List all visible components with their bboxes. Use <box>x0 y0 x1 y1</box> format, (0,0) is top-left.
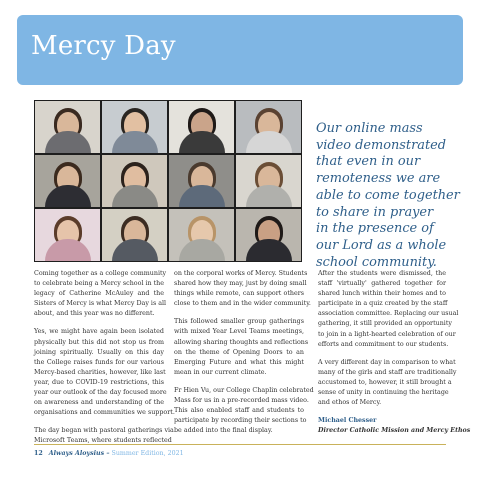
pull-quote-line: that even in our <box>316 154 421 170</box>
text-line: A very different day in comparison to what <box>318 358 456 366</box>
participant-tile <box>102 209 167 261</box>
text-line: Coming together as a college community <box>34 270 167 277</box>
paragraph <box>318 269 459 350</box>
participant-tile <box>102 101 167 153</box>
participant-tile <box>236 101 301 153</box>
participant-tile <box>169 155 234 207</box>
text-line: This also enabled staff and students to <box>174 407 304 415</box>
footer-divider <box>34 444 446 445</box>
text-line: shared how they may, just by doing small <box>174 280 307 288</box>
text-line: Yes, we might have again been isolated <box>34 328 164 336</box>
participant-tile <box>236 209 301 261</box>
text-line: the College raises funds for our various <box>34 358 164 366</box>
pull-quote-line: remoteness we are <box>316 171 441 187</box>
text-line: on the corporal works of Mercy. Students <box>174 270 308 277</box>
text-line: mean in our current climate. <box>174 368 267 376</box>
text-line: close to them and in the wider community. <box>174 300 311 308</box>
text-line: and ethos of Mercy. <box>318 399 382 407</box>
text-line: Microsoft Teams, where students reflected <box>34 437 172 445</box>
paragraph <box>174 317 309 378</box>
pull-quote-line: video demonstrated <box>316 137 447 153</box>
text-line: allowing sharing thoughts and reflections <box>174 338 309 346</box>
text-line: year, due to COVID-19 restrictions, this <box>34 378 164 386</box>
text-line: on the theme of Opening Doors to an <box>174 348 304 356</box>
text-line: staff 'virtually' gathered together for <box>318 280 446 288</box>
article-column-3 <box>318 269 471 436</box>
text-line: gathering, it still provided an opportunity <box>318 320 452 328</box>
text-line: with mixed Year Level Teams meetings, <box>174 328 304 336</box>
participant-tile <box>35 101 100 153</box>
participant-tile <box>35 209 100 261</box>
text-line: Fr Hien Vu, our College Chaplin celebrated <box>174 386 314 394</box>
text-line: organisations and communities we support. <box>34 409 175 417</box>
text-line: legacy of Catherine McAuley and the <box>34 290 164 298</box>
pull-quote-line: able to come together <box>316 187 460 203</box>
text-line: This followed smaller group gatherings <box>174 318 304 326</box>
participant-tile <box>169 209 234 261</box>
text-line: participate by recording their sections to <box>174 417 307 425</box>
text-line: be added into the final display. <box>174 427 273 435</box>
participant-tile <box>236 155 301 207</box>
video-call-photo <box>34 100 302 262</box>
pull-quote-line: school community. <box>316 254 437 270</box>
author-role: Director Catholic Mission and Mercy Ethos <box>318 427 471 435</box>
text-line: efforts and commitment to our students. <box>318 340 449 348</box>
article-column-2 <box>174 269 314 444</box>
page-number: 12 <box>34 450 43 457</box>
header-banner <box>17 15 463 85</box>
publication-name: Always Aloysius – <box>48 450 110 457</box>
participant-tile <box>102 155 167 207</box>
pull-quote-line: in the presence of <box>316 221 434 237</box>
pull-quote-line: Our online mass <box>316 121 423 136</box>
edition-label: Summer Edition, 2021 <box>111 450 184 457</box>
text-line: After the students were dismissed, the <box>318 270 446 277</box>
text-line: physically but this did not stop us from <box>34 338 164 346</box>
text-line: about, and this year was no different. <box>34 310 155 318</box>
text-line: to join in a light-hearted celebration of our <box>318 330 456 338</box>
article-column-1 <box>34 269 175 455</box>
paragraph <box>174 269 311 309</box>
text-line: accustomed to, however, it still brought a <box>318 378 452 386</box>
paragraph <box>318 358 457 408</box>
text-line: The day began with pastoral gatherings via <box>34 427 174 435</box>
pull-quote <box>316 121 466 271</box>
paragraph <box>34 327 175 418</box>
text-line: Sisters of Mercy is what Mercy Day is all <box>34 300 167 308</box>
pull-quote-line: our Lord as a whole <box>316 237 447 253</box>
text-line: joining spiritually. Usually on this day <box>34 348 164 356</box>
text-line: sense of unity in continuing the heritage <box>318 389 449 397</box>
paragraph <box>174 386 314 436</box>
text-line: on awareness and understanding of the <box>34 399 164 407</box>
text-line: Emerging Future and what this might <box>174 358 304 366</box>
text-line: things while remote, can support others <box>174 290 304 298</box>
text-line: many of the girls and staff are traditionally <box>318 368 457 376</box>
participant-tile <box>169 101 234 153</box>
text-line: shared lunch within their homes and to <box>318 290 446 298</box>
text-line: to celebrate being a Mercy school in the <box>34 280 165 288</box>
pull-quote-line: to share in prayer <box>316 204 434 220</box>
text-line: Mass for us in a pre-recorded mass video. <box>174 397 309 405</box>
text-line: association committee. Replacing our usual <box>318 310 459 318</box>
paragraph <box>34 269 167 319</box>
page-title: Mercy Day <box>31 31 176 61</box>
participant-tile <box>35 155 100 207</box>
text-line: Mercy-based charities, however, like last <box>34 368 166 376</box>
text-line: participate in a quiz created by the staff <box>318 300 448 308</box>
text-line: year our outlook of the day focused more <box>34 389 167 397</box>
page-footer <box>34 450 184 457</box>
author-name: Michael Chesser <box>318 417 377 425</box>
